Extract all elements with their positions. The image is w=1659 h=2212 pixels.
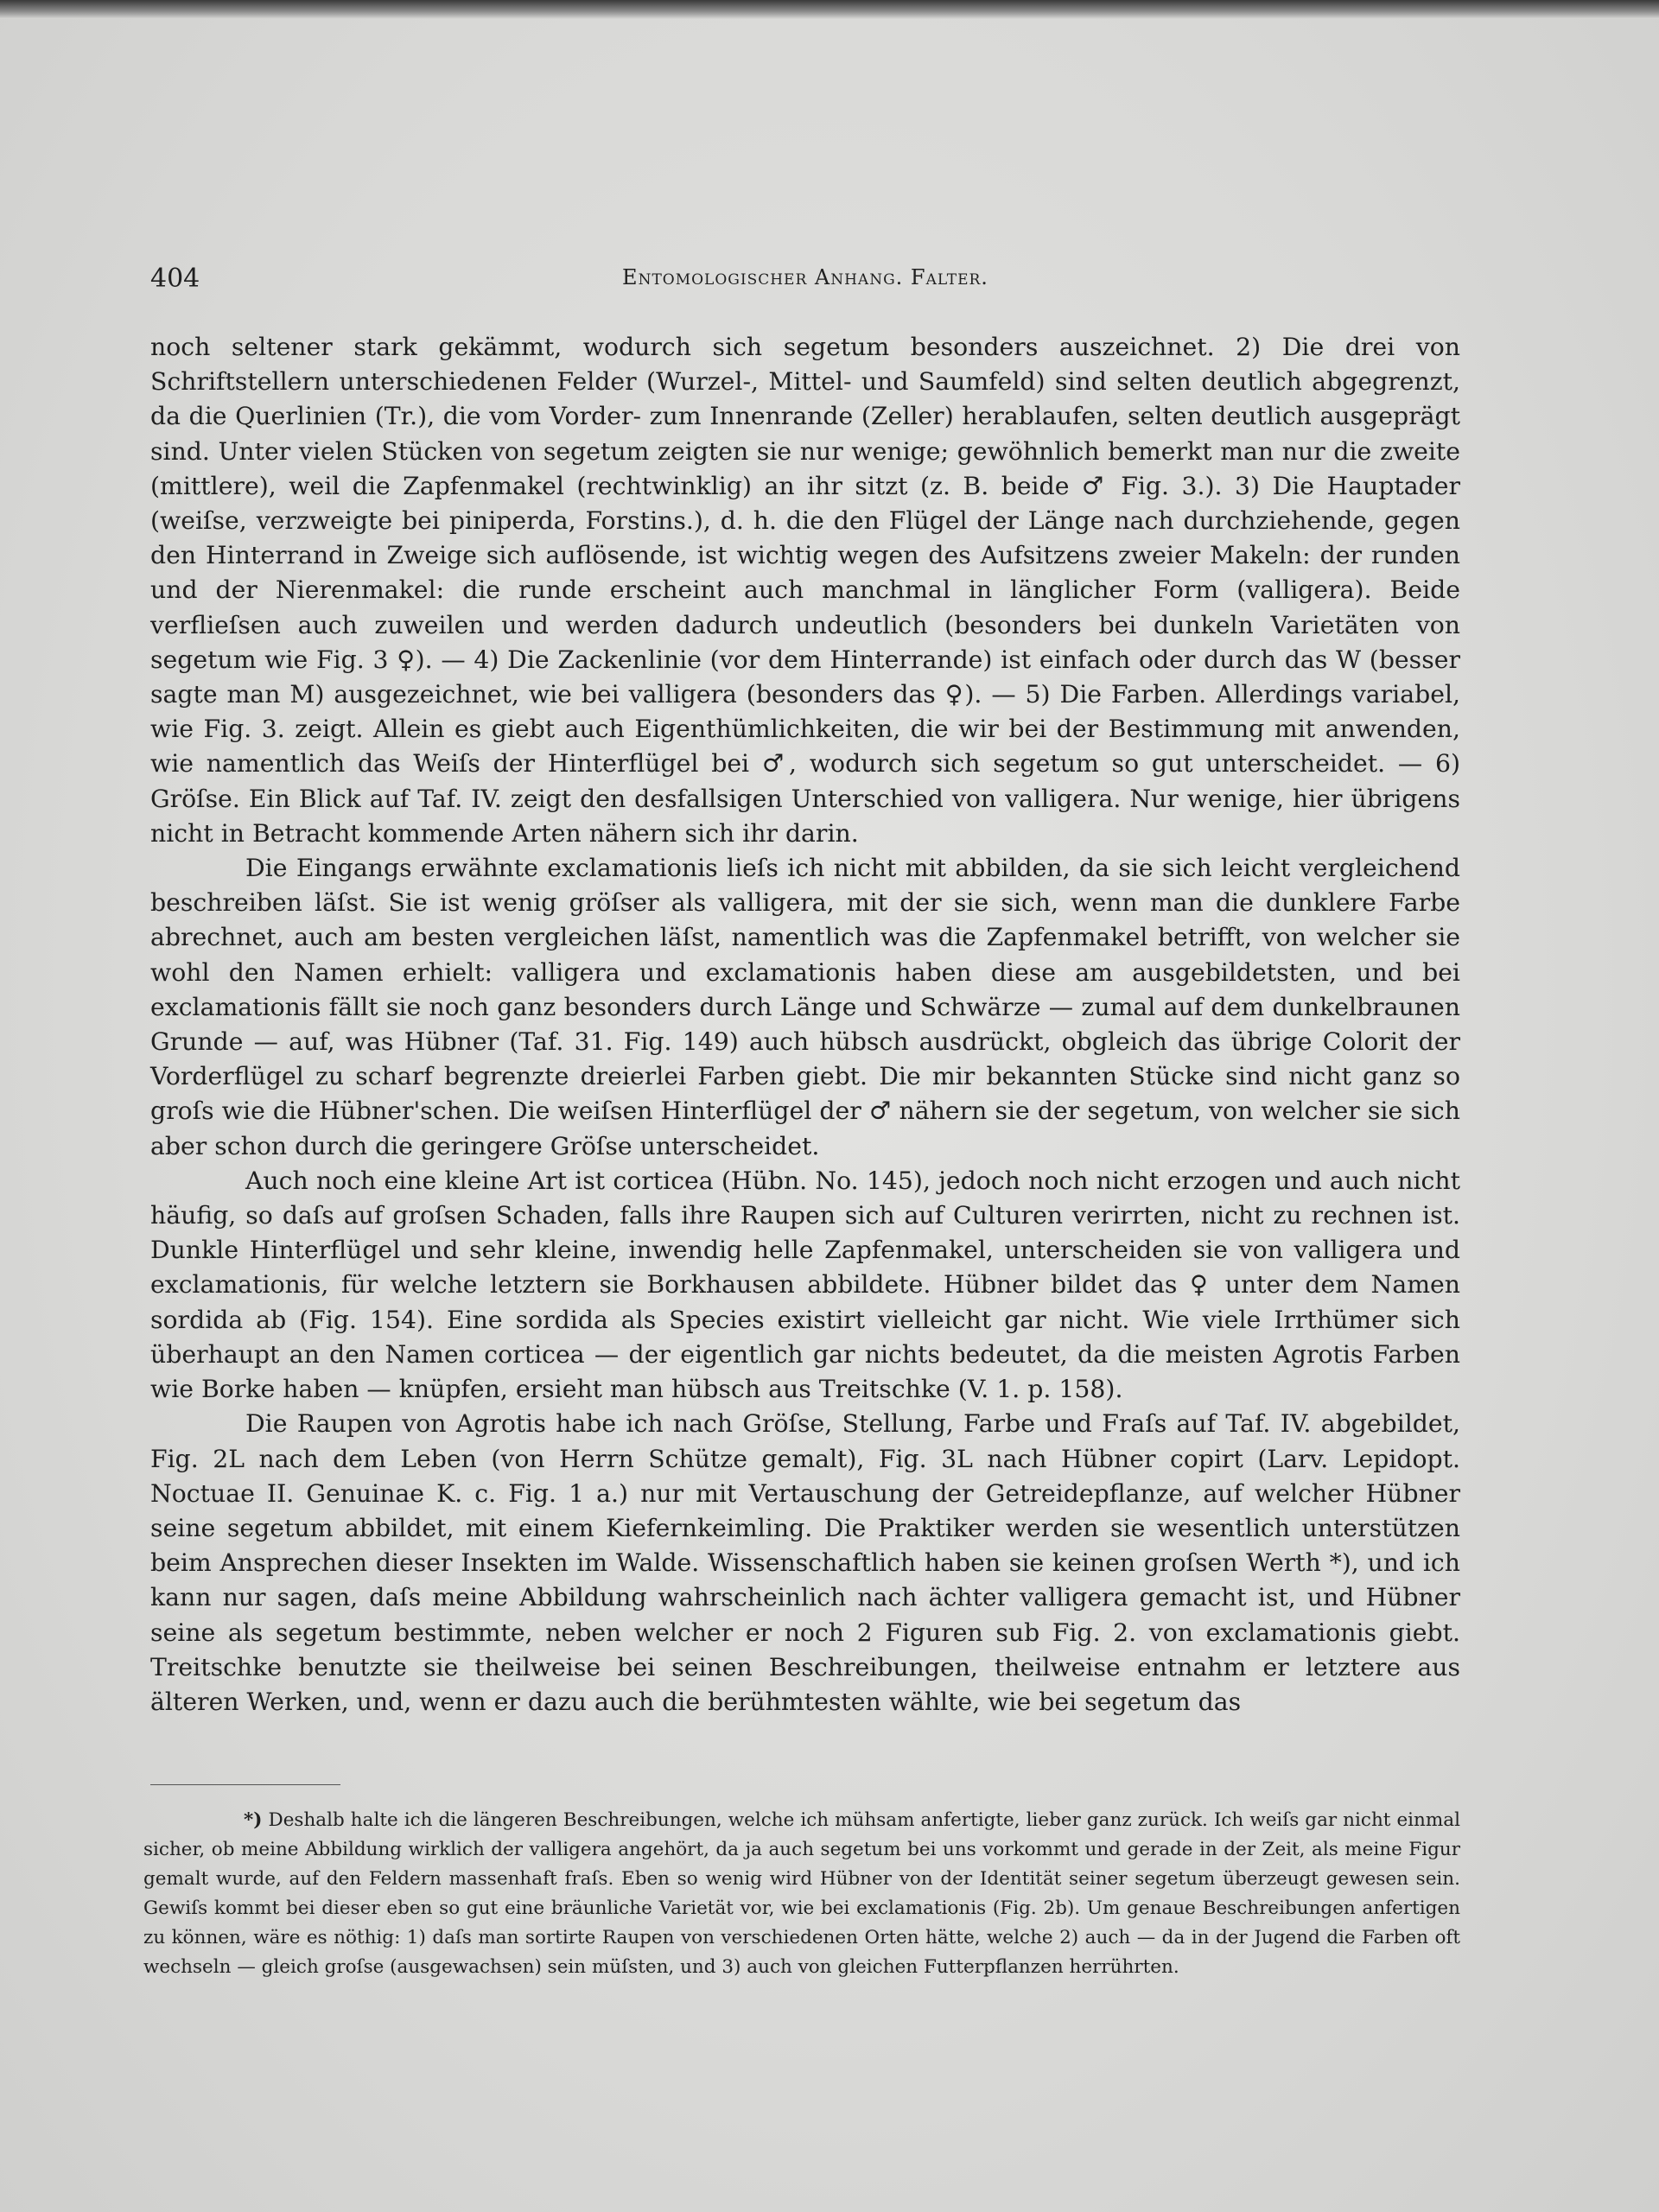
body-text bbox=[150, 330, 1460, 1719]
paragraph: Die Raupen von Agrotis habe ich nach Gröſse, Stellung, Farbe und Fraſs auf Taf. IV. abgebildet, Fig. 2L nach dem Leben (von Herrn Schütze gemalt), Fig. 3L nach Hübner copirt (Larv. Lepidopt. Noctuae II. Genuinae K. c. Fig. 1 a.) nur mit Vertauschung der Getreidepflanze, auf welcher Hübner seine segetum abbildet, mit einem Kiefernkeimling. Die Praktiker werden sie wesentlich unterstützen beim Ansprechen dieser Insekten im Walde. Wissenschaftlich haben sie keinen groſsen Werth *), und ich kann nur sagen, daſs meine Abbildung wahrscheinlich nach ächter valligera gemacht ist, und Hübner seine als segetum bestimmte, neben welcher er noch 2 Figuren sub Fig. 2. von exclamationis giebt. Treitschke benutzte sie theilweise bei seinen Beschreibungen, theilweise entnahm er letztere aus älteren Werken, und, wenn er dazu auch die berühmtesten wählte, wie bei segetum das bbox=[150, 1409, 1460, 1716]
footnote bbox=[143, 1806, 1460, 1982]
footnote-marker: *) bbox=[244, 1809, 263, 1831]
running-head bbox=[150, 264, 1460, 298]
page-number: 404 bbox=[150, 264, 200, 294]
footnote-separator bbox=[150, 1784, 340, 1785]
header-title: Entomologischer Anhang. Falter. bbox=[622, 265, 988, 289]
paragraph: Auch noch eine kleine Art ist corticea (Hübn. No. 145), jedoch noch nicht erzogen und auch nicht häufig, so daſs auf groſsen Schaden, falls ihre Raupen sich auf Culturen verirrten, nicht zu rechnen ist. Dunkle Hinterflügel und sehr kleine, inwendig helle Zapfenmakel, unterscheiden sie von valligera und exclamationis, für welche letztern sie Borkhausen abbildete. Hübner bildet das ♀ unter dem Namen sordida ab (Fig. 154). Eine sordida als Species existirt vielleicht gar nicht. Wie viele Irrthümer sich überhaupt an den Namen corticea — der eigentlich gar nichts bedeutet, da die meisten Agrotis Farben wie Borke haben — knüpfen, ersieht man hübsch aus Treitschke (V. 1. p. 158). bbox=[150, 1166, 1460, 1404]
paragraph: Die Eingangs erwähnte exclamationis lieſs ich nicht mit abbilden, da sie sich leicht vergleichend beschreiben läſst. Sie ist wenig gröſser als valligera, mit der sie sich, wenn man die dunklere Farbe abrechnet, auch am besten vergleichen läſst, namentlich was die Zapfenmakel betrifft, von welcher sie wohl den Namen erhielt: valligera und exclamationis haben diese am ausgebildetsten, und bei exclamationis fällt sie noch ganz besonders durch Länge und Schwärze — zumal auf dem dunkelbraunen Grunde — auf, was Hübner (Taf. 31. Fig. 149) auch hübsch ausdrückt, obgleich das übrige Colorit der Vorderflügel zu scharf begrenzte dreierlei Farben giebt. Die mir bekannten Stücke sind nicht ganz so groſs wie die Hübner'schen. Die weiſsen Hinterflügel der ♂ nähern sie der segetum, von welcher sie sich aber schon durch die geringere Gröſse unterscheidet. bbox=[150, 854, 1460, 1160]
scan-edge bbox=[0, 0, 1659, 19]
footnote-text: Deshalb halte ich die längeren Beschreibungen, welche ich mühsam anfertigte, lieber ganz zurück. Ich weiſs gar nicht einmal sicher, ob meine Abbildung wirklich der valligera angehört, da ja auch segetum bei uns vorkommt und gerade in der Zeit, als meine Figur gemalt wurde, auf den Feldern massenhaft fraſs. Eben so wenig wird Hübner von der Identität seiner segetum überzeugt gewesen sein. Gewiſs kommt bei dieser eben so gut eine bräunliche Varietät vor, wie bei exclamationis (Fig. 2b). Um genaue Beschreibungen anfertigen zu können, wäre es nöthig: 1) daſs man sortirte Raupen von verschiedenen Orten hätte, welche 2) auch — da in der Jugend die Farben oft wechseln — gleich groſse (ausgewachsen) sein müſsten, und 3) auch von gleichen Futterpflanzen herrührten. bbox=[143, 1809, 1460, 1978]
paragraph: noch seltener stark gekämmt, wodurch sich segetum besonders auszeichnet. 2) Die drei von Schriftstellern unterschiedenen Felder (Wurzel-, Mittel- und Saumfeld) sind selten deutlich abgegrenzt, da die Querlinien (Tr.), die vom Vorder- zum Innenrande (Zeller) herablaufen, selten deutlich ausgeprägt sind. Unter vielen Stücken von segetum zeigten sie nur wenige; gewöhnlich bemerkt man nur die zweite (mittlere), weil die Zapfenmakel (rechtwinklig) an ihr sitzt (z. B. beide ♂ Fig. 3.). 3) Die Hauptader (weiſse, verzweigte bei piniperda, Forstins.), d. h. die den Flügel der Länge nach durchziehende, gegen den Hinterrand in Zweige sich auflösende, ist wichtig wegen des Aufsitzens zweier Makeln: der runden und der Nierenmakel: die runde erscheint auch manchmal in länglicher Form (valligera). Beide verflieſsen auch zuweilen und werden dadurch undeutlich (besonders bei dunkeln Varietäten von segetum wie Fig. 3 ♀). — 4) Die Zackenlinie (vor dem Hinterrande) ist einfach oder durch das W (besser sagte man M) ausgezeichnet, wie bei valligera (besonders das ♀). — 5) Die Farben. Allerdings variabel, wie Fig. 3. zeigt. Allein es giebt auch Eigenthümlichkeiten, die wir bei der Bestimmung mit anwenden, wie namentlich das Weiſs der Hinterflügel bei ♂, wodurch sich segetum so gut unterscheidet. — 6) Gröſse. Ein Blick auf Taf. IV. zeigt den desfallsigen Unterschied von valligera. Nur wenige, hier übrigens nicht in Betracht kommende Arten nähern sich ihr darin. bbox=[150, 333, 1460, 848]
